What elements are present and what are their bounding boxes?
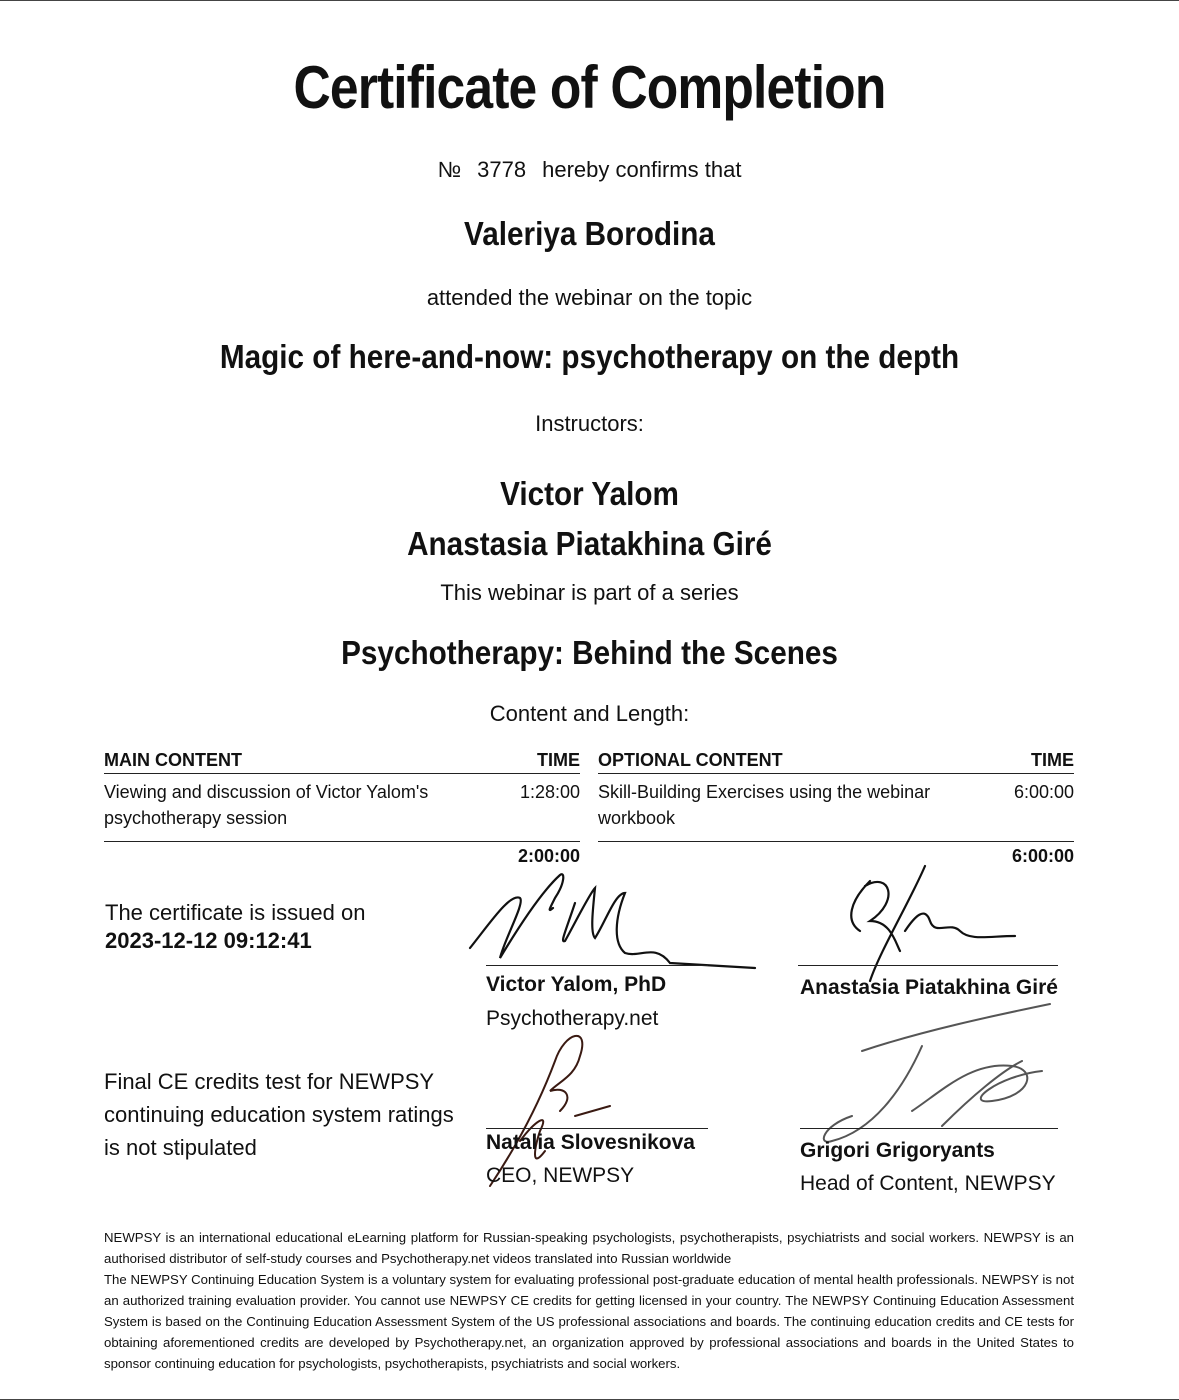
signatory-name: Grigori Grigoryants (800, 1139, 995, 1162)
certificate-title: Certificate of Completion (293, 54, 886, 121)
main-content-header: MAIN CONTENT (104, 750, 242, 770)
instructors-label: Instructors: (535, 411, 644, 436)
footer-disclaimer (104, 1227, 1074, 1374)
issued-block (105, 899, 365, 955)
final-note: Final CE credits test for NEWPSY continuing education system ratings is not stipulated (104, 1069, 454, 1160)
issued-label: The certificate is issued on (105, 900, 366, 925)
signatory-name: Anastasia Piatakhina Giré (800, 976, 1058, 999)
signatory-name: Victor Yalom, PhD (486, 973, 667, 996)
table-footer (104, 841, 580, 866)
signature-line (798, 965, 1058, 966)
confirms-text: hereby confirms that (542, 157, 742, 182)
content-item: Skill-Building Exercises using the webinar workbook (598, 782, 931, 828)
signature-anastasia-piatakhina (830, 861, 1030, 991)
signature-line (800, 1128, 1058, 1129)
webinar-topic: Magic of here-and-now: psychotherapy on the depth (219, 338, 960, 375)
content-time: 6:00:00 (1013, 782, 1074, 802)
issued-datetime: 2023-12-12 09:12:41 (105, 928, 312, 953)
table-footer (598, 841, 1074, 866)
series-text: This webinar is part of a series (440, 580, 739, 605)
instructor-name: Victor Yalom (500, 475, 679, 512)
signatory-role: Head of Content, NEWPSY (800, 1172, 1056, 1195)
footer-paragraph: The NEWPSY Continuing Education System is a voluntary system for evaluating professional post-graduate education of mental health professionals. NEWPSY is not an authorized training evaluation provider. You cannot use NEWPSY CE credits for getting licensed in your country. The NEWPSY Continuing Education Assessment System is based on the Continuing Education Assessment System of the US professional associations and boards. The continuing education credits and CE tests for obtaining aforementioned credits are developed by Psychotherapy.net, an organization approved by professional associations and boards in the United States to sponsor continuing education for psychologists, psychotherapists, psychiatrists and social workers. (104, 1272, 1074, 1371)
series-title: Psychotherapy: Behind the Scenes (341, 634, 838, 671)
signature-victor-yalom (465, 863, 765, 978)
signatory-name: Natalia Slovesnikova (486, 1131, 695, 1154)
instructor-name: Anastasia Piatakhina Giré (407, 525, 772, 562)
table-header (104, 747, 580, 774)
optional-content-header: OPTIONAL CONTENT (598, 750, 783, 770)
signatory-role: CEO, NEWPSY (486, 1164, 635, 1187)
total-time: 6:00:00 (1011, 846, 1074, 866)
time-header: TIME (1031, 750, 1074, 770)
main-content-table (104, 747, 580, 877)
instructors-list (59, 469, 1120, 569)
signature-line (486, 1128, 708, 1129)
number-prefix: № (437, 157, 462, 182)
signature-line (486, 965, 708, 966)
signatory-role: Psychotherapy.net (486, 1007, 659, 1030)
total-time: 2:00:00 (517, 846, 580, 866)
content-label: Content and Length: (489, 701, 690, 726)
time-header: TIME (537, 750, 580, 770)
attended-text: attended the webinar on the topic (426, 285, 753, 310)
certificate-number: 3778 (477, 157, 527, 182)
table-header (598, 747, 1074, 774)
recipient-name: Valeriya Borodina (464, 215, 715, 252)
content-item: Viewing and discussion of Victor Yalom's psychotherapy session (104, 782, 429, 828)
certificate-number-line (0, 157, 1179, 183)
footer-paragraph: NEWPSY is an international educational eLearning platform for Russian-speaking psychologists, psychotherapists, psychiatrists and social workers. NEWPSY is an authorised distributor of self-study courses and Psychotherapy.net videos translated into Russian worldwide (104, 1230, 1074, 1266)
optional-content-table (598, 747, 1074, 877)
content-time: 1:28:00 (519, 782, 580, 802)
